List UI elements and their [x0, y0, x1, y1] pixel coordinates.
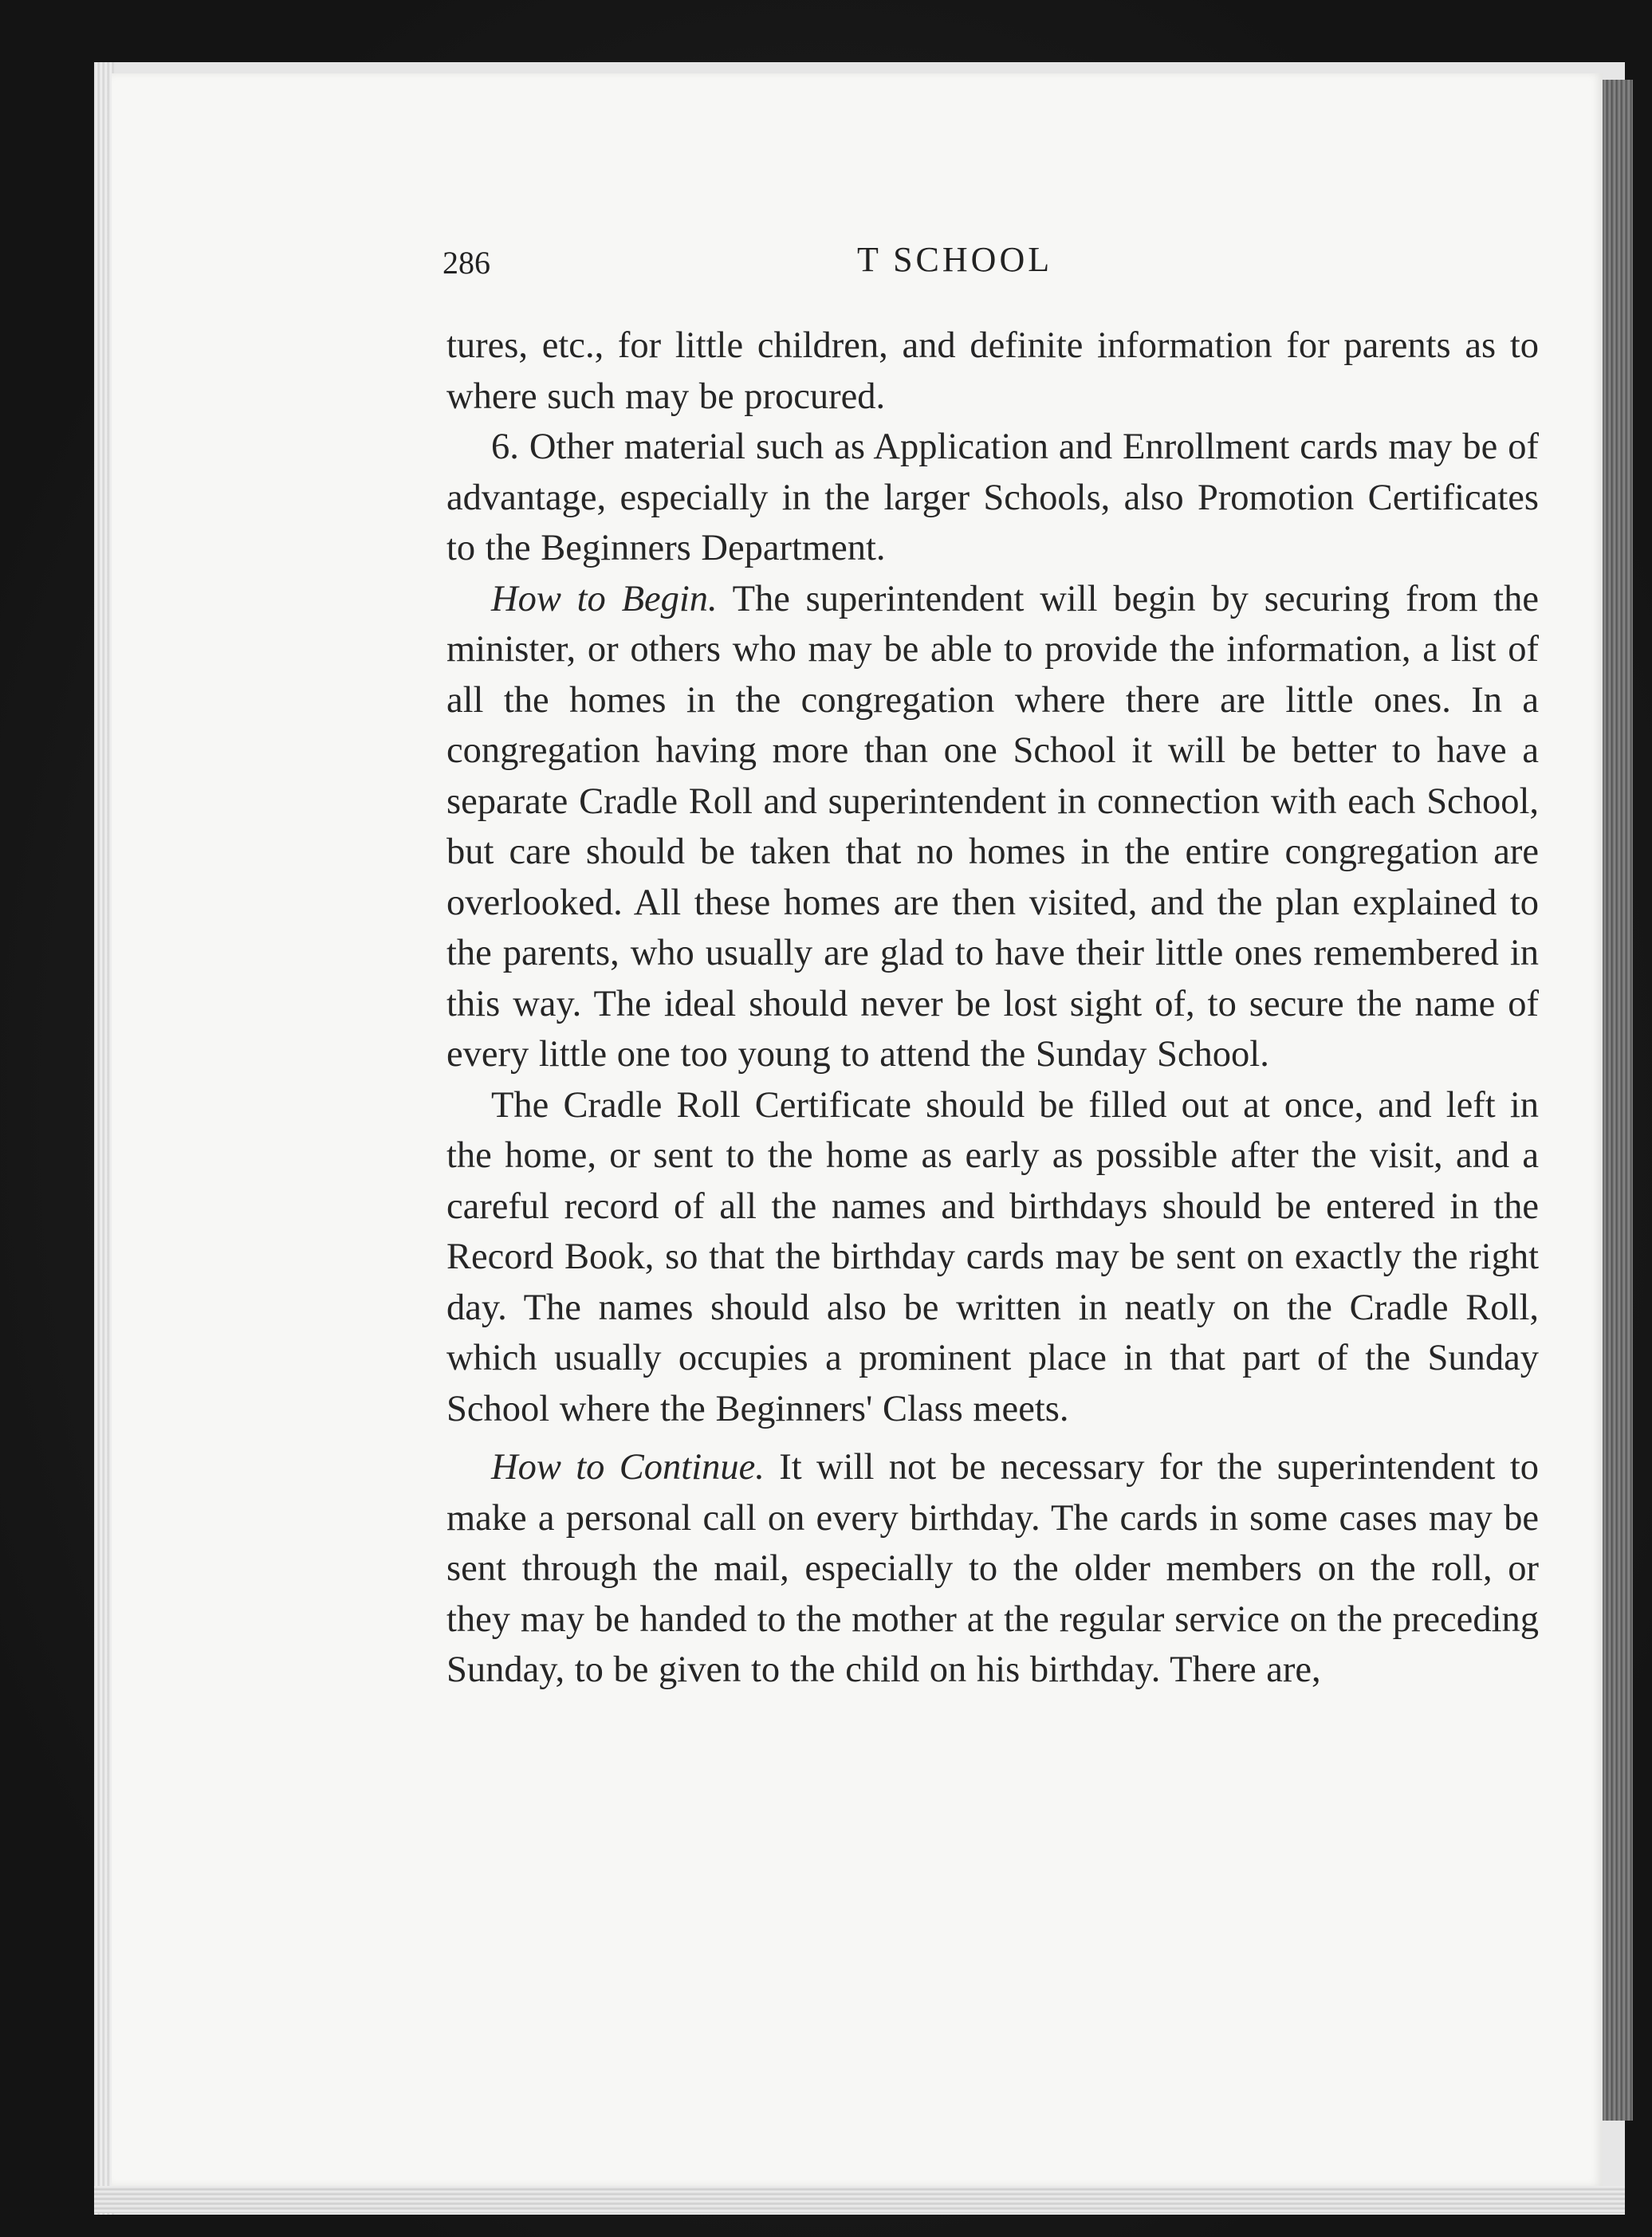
page-number: 286 [442, 245, 490, 281]
paragraph-how-to-continue-text: It will not be necessary for the superintendent to make a personal call on every birthday. The cards in some cases may be sent through the mail, especially to the older members on the roll, or they may be handed to the mother at the regular service on the preceding Sunday, to be given to the child on his birthday. There are, [446, 1447, 1539, 1690]
run-in-heading-how-to-continue: How to Continue. [491, 1447, 765, 1488]
bottom-page-edge [94, 2186, 1625, 2213]
body-text [446, 320, 1539, 1696]
fore-edge [1603, 80, 1633, 2121]
paragraph-other-material: 6. Other material such as Application and Enrollment cards may be of advantage, especially in the larger Schools, also Promotion Certificates to the Beginners Department. [446, 427, 1539, 568]
paragraph-how-to-begin-text: The superintendent will begin by securing from the minister, or others who may be able to provide the information, a list of all the homes in the congregation where there are little ones. In a congregation having more than one School it will be better to have a separate Cradle Roll and superintendent in connection with each School, but care should be taken that no homes in the entire congregation are overlooked. All these homes are then visited, and the plan explained to the parents, who usually are glad to have their little ones remembered in this way. The ideal should never be lost sight of, to secure the name of every little one too young to attend the Sunday School. [446, 578, 1539, 1075]
running-title: T SCHOOL [857, 240, 1053, 279]
paragraph-cradle-roll-certificate: The Cradle Roll Certificate should be filled out at once, and left in the home, or sent to the home as early as possible after the visit, and a careful record of all the names and birthdays should be entered in the Record Book, so that the birthday cards may be sent on exactly the right day. The names should also be written in neatly on the Cradle Roll, which usually occupies a prominent place in that part of the Sunday School where the Beginners' Class meets. [446, 1084, 1539, 1429]
paragraph-how-to-begin [446, 574, 1539, 1080]
paragraph-continuation: tures, etc., for little children, and definite information for parents as to where such may be procured. [446, 325, 1539, 417]
paragraph-how-to-continue [446, 1442, 1539, 1696]
run-in-heading-how-to-begin: How to Begin. [491, 578, 718, 619]
running-head [442, 239, 1551, 287]
